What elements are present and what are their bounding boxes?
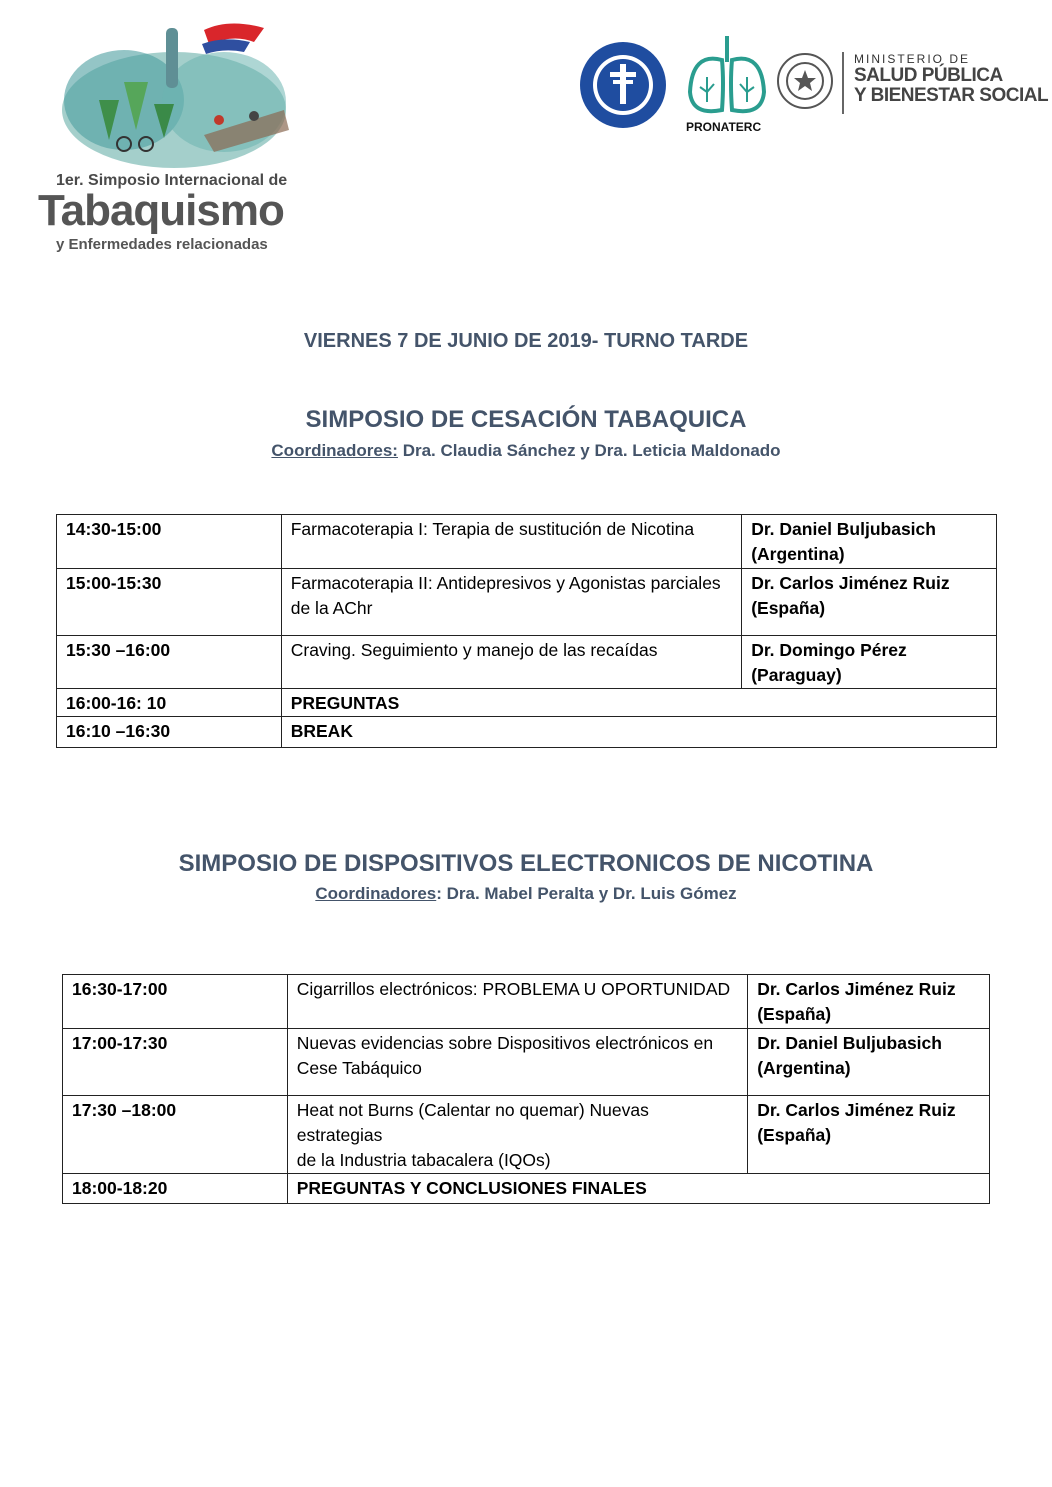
ministry-line1: MINISTERIO DE: [854, 52, 971, 66]
day-title: VIERNES 7 DE JUNIO DE 2019- TURNO TARDE: [303, 330, 749, 352]
table-row: [63, 1029, 990, 1096]
speaker-country: (Argentina): [757, 1058, 851, 1078]
time-cell: 16:10 –16:30: [57, 717, 282, 748]
speaker-country: (España): [751, 598, 826, 618]
symposium2-coordinators: [0, 884, 1052, 904]
speaker-cell: [742, 515, 997, 569]
speaker-country: (España): [757, 1004, 832, 1024]
pronaterc-lungs-logo: [682, 32, 772, 120]
event-logo: [34, 20, 304, 260]
table-row: [63, 1174, 990, 1204]
republica-paraguay-seal: [776, 52, 834, 110]
symposium2-title: SIMPOSIO DE DISPOSITIVOS ELECTRONICOS DE NICOTINA: [178, 850, 874, 877]
topic-line: Nuevas evidencias sobre Dispositivos electrónicos en: [296, 1033, 714, 1053]
sociedad-paraguaya-neumologia-seal: [578, 40, 668, 130]
time-cell: 16:00-16: 10: [57, 689, 282, 717]
time-cell: 18:00-18:20: [63, 1174, 288, 1204]
time-cell: 17:00-17:30: [63, 1029, 288, 1096]
speaker-country: (Paraguay): [751, 665, 842, 685]
speaker-name: Dr. Domingo Pérez: [751, 640, 907, 660]
symposium1-title: SIMPOSIO DE CESACIÓN TABAQUICA: [305, 406, 747, 433]
logo-event-edition: 1er. Simposio Internacional de: [56, 172, 288, 189]
session-label-cell: PREGUNTAS Y CONCLUSIONES FINALES: [287, 1174, 989, 1204]
topic-line: Farmacoterapia II: Antidepresivos y Agonistas parciales: [290, 573, 721, 593]
ministry-line3: Y BIENESTAR SOCIAL: [854, 85, 1049, 106]
speaker-name: Dr. Carlos Jiménez Ruiz: [757, 1100, 956, 1120]
time-cell: 16:30-17:00: [63, 975, 288, 1029]
topic-line: Cese Tabáquico: [296, 1058, 422, 1078]
topic-cell: [287, 1096, 747, 1174]
time-cell: 15:00-15:30: [57, 569, 282, 636]
ministry-line2: SALUD PÚBLICA: [854, 65, 1003, 86]
speaker-cell: [742, 636, 997, 689]
symposium1-coordinators: [0, 441, 1052, 461]
symposium2-schedule-table: [62, 974, 990, 1204]
topic-line: Heat not Burns (Calentar no quemar) Nuevas estrategias: [296, 1100, 649, 1145]
time-cell: 15:30 –16:00: [57, 636, 282, 689]
table-row: [57, 569, 997, 636]
time-cell: 17:30 –18:00: [63, 1096, 288, 1174]
logo-event-name: Tabaquismo: [38, 186, 284, 235]
topic-cell: [287, 1029, 747, 1096]
symposium1-schedule-table: [56, 514, 997, 748]
topic-line: de la AChr: [290, 598, 373, 618]
partner-logos: [576, 32, 1049, 142]
coordinators-names: : Dra. Mabel Peralta y Dr. Luis Gómez: [436, 884, 737, 903]
coordinators-label: Coordinadores:: [271, 441, 398, 460]
logo-event-subtitle: y Enfermedades relacionadas: [56, 236, 268, 253]
topic-cell: [281, 569, 741, 636]
topic-cell: Craving. Seguimiento y manejo de las recaídas: [281, 636, 741, 689]
coordinators-names: Dra. Claudia Sánchez y Dra. Leticia Maldonado: [397, 441, 781, 460]
lungs-landscape-illustration: [54, 20, 294, 170]
table-row: [57, 636, 997, 689]
speaker-name: Dr. Daniel Buljubasich: [757, 1033, 942, 1053]
table-row: [57, 717, 997, 748]
table-row: [57, 515, 997, 569]
speaker-cell: [742, 569, 997, 636]
session-label-cell: BREAK: [281, 717, 996, 748]
table-row: [63, 1096, 990, 1174]
speaker-cell: [748, 1029, 990, 1096]
coordinators-label: Coordinadores: [315, 884, 437, 903]
ministry-logo: [842, 52, 1048, 114]
topic-cell: Farmacoterapia I: Terapia de sustitución de Nicotina: [281, 515, 741, 569]
speaker-country: (España): [757, 1125, 832, 1145]
speaker-name: Dr. Daniel Buljubasich: [751, 519, 936, 539]
speaker-cell: [748, 1096, 990, 1174]
table-row: [63, 975, 990, 1029]
time-cell: 14:30-15:00: [57, 515, 282, 569]
speaker-name: Dr. Carlos Jiménez Ruiz: [751, 573, 950, 593]
table-row: [57, 689, 997, 717]
session-label-cell: PREGUNTAS: [281, 689, 996, 717]
pronaterc-label: PRONATERC: [686, 120, 762, 134]
topic-cell: Cigarrillos electrónicos: PROBLEMA U OPORTUNIDAD: [287, 975, 747, 1029]
speaker-cell: [748, 975, 990, 1029]
speaker-country: (Argentina): [751, 544, 845, 564]
speaker-name: Dr. Carlos Jiménez Ruiz: [757, 979, 956, 999]
topic-line: de la Industria tabacalera (IQOs): [296, 1150, 551, 1170]
